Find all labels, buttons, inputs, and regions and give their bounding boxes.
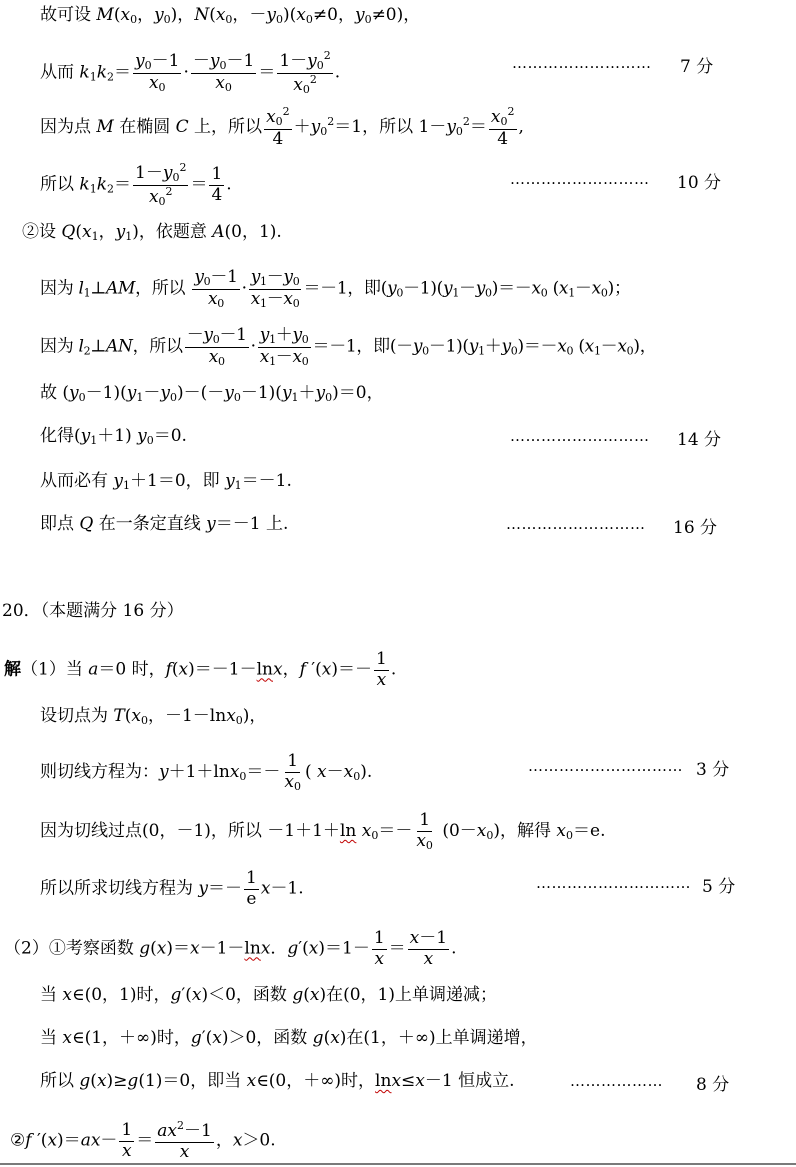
fraction: $\frac{1}{e}$ [246,868,257,909]
score-5: 5 分 [702,877,736,897]
part-1-label: （1） [21,659,66,680]
fraction: $\frac{y_1-y_0}{x_1-x_0}$ [250,267,300,310]
line-12: 解（1）当 a＝0 时，f(x)＝－1－lnx，f ′(x)＝－ $\frac{1}{x}$ . [4,649,397,690]
section-20-header: 20．（本题满分 16 分） [2,601,184,621]
score-7: 7 分 [680,57,714,77]
fraction: $\frac{1}{x}$ [121,1120,133,1161]
fraction: $\frac{y_1+y_0}{x_1-x_0}$ [259,325,309,368]
line-2: 从而 $k_1k_2=$ $\frac{y_0-1}{x_0}$ · $\frac{-y_0-1}{x_0}$ ＝ $\frac{1-y_0^2}{x_0^2}$ . [40,49,341,96]
line-10: 从而必有 $y_1+1=0$，即 $y_1=-1$. [40,471,292,492]
score-14: 14 分 [677,430,722,450]
bottom-rule [0,1163,796,1165]
score-leader: ………………………… [528,757,683,775]
line-13: 设切点为 $T(x_0$，－1－lnx$_0$)， [40,706,267,727]
fraction: $\frac{ax^2-1}{x}$ [157,1119,212,1162]
line-16: 所以所求切线方程为 y＝－ $\frac{1}{e}$ x－1. [40,868,304,909]
fraction: $\frac{y_0-1}{x_0}$ [135,51,180,94]
line-4: 所以 $k_1k_2=$ $\frac{1-y_0^2}{x_0^2}$ ＝ $\frac{1}{4}$ . [40,161,232,208]
line-20: 所以 g(x)≥g(1)＝0，即当 x∈(0，＋∞)时，lnx≤x－1 恒成立. [40,1071,515,1091]
score-16: 16 分 [673,518,718,538]
line-14: 则切线方程为：y＋1＋lnx$_0$＝－ $\frac{1}{x_0}$ ( $x-x_0$). [40,751,373,793]
jie-label: 解 [4,659,21,680]
line-18: 当 x∈(0，1)时，g′(x)＜0，函数 g(x)在(0，1)上单调递减； [40,985,497,1005]
fraction: $\frac{x_0^2}{4}$ [266,105,290,149]
score-10: 10 分 [677,173,722,193]
score-8: 8 分 [696,1075,730,1095]
fraction: $\frac{1-y_0^2}{x_0^2}$ [135,161,187,208]
fraction: $\frac{1-y_0^2}{x_0^2}$ [279,49,331,96]
line-8: 故 $(y_0-1)(y_1-y_0)-(-y_0-1)(y_1+y_0)=0$， [40,383,384,404]
line-9: 化得$(y_1+1)$ $y_0=0$. [40,426,187,447]
score-leader: ……………………… [512,54,652,72]
score-leader: ……………… [570,1072,663,1090]
fraction: $\frac{1}{x_0}$ [416,810,433,852]
line-3: 因为点 M 在椭圆 C 上，所以 $\frac{x_0^2}{4}$ $+y_0^2=1$，所以 $1-y_0^2=$ $\frac{x_0^2}{4}$ , [40,105,524,149]
fraction: $\frac{-y_0-1}{x_0}$ [192,51,255,94]
score-3: 3 分 [696,760,730,780]
line-21: ②f ′(x)＝ax－ $\frac{1}{x}$ ＝ $\frac{ax^2-1}{x}$ ，x＞0. [10,1119,276,1162]
line-5: ②设 $Q(x_1$，$y_1$)，依题意 A(0，1). [22,222,282,243]
fraction: $\frac{1}{x}$ [376,649,387,690]
fraction: $\frac{x-1}{x}$ [409,928,448,969]
line-15: 因为切线过点(0，－1)，所以 －1＋1＋ln $x_0=-$ $\frac{1}{x_0}$ $(0-x_0)$，解得 $x_0=e$. [40,810,606,852]
line-6: 因为 $l_1\perp AM$，所以 $\frac{y_0-1}{x_0}$ · $\frac{y_1-y_0}{x_1-x_0}$ ＝－1，即$(y_0-1)(y_1-y_0)=-x_0$ $(x_1-x_0)$； [40,267,631,310]
score-leader: ……………………… [510,170,650,188]
line-1: 故可设 $M(x_0$，$y_0$)，$N(x_0$，$-y_0)(x_0\ne 0$，$y_0\ne 0$)， [40,5,421,26]
fraction: $\frac{1}{x_0}$ [284,751,301,793]
line-7: 因为 $l_2\perp AN$，所以 $\frac{-y_0-1}{x_0}$ · $\frac{y_1+y_0}{x_1-x_0}$ ＝－1，即$(-y_0-1)(y_1+y_0)=-x_0$ $(x_1-x_0)$， [40,325,657,368]
fraction: $\frac{x_0^2}{4}$ [490,105,515,149]
score-leader: ……………………… [510,427,650,445]
line-19: 当 x∈(1，＋∞)时，g′(x)＞0，函数 g(x)在(1，＋∞)上单调递增， [40,1028,538,1048]
score-leader: ……………………… [506,515,646,533]
fraction: $\frac{1}{4}$ [211,164,223,205]
line-17: （2）①考察函数 g(x)＝x－1－lnx．g′(x)＝1－ $\frac{1}{x}$ ＝ $\frac{x-1}{x}$ . [4,928,457,969]
line-11: 即点 Q 在一条定直线 y＝－1 上. [40,514,289,534]
fraction: $\frac{1}{x}$ [373,928,385,969]
fraction: $\frac{y_0-1}{x_0}$ [194,267,238,310]
score-leader: ………………………… [536,874,691,892]
part-2-label: （2） [4,938,49,959]
fraction: $\frac{-y_0-1}{x_0}$ [186,325,247,368]
